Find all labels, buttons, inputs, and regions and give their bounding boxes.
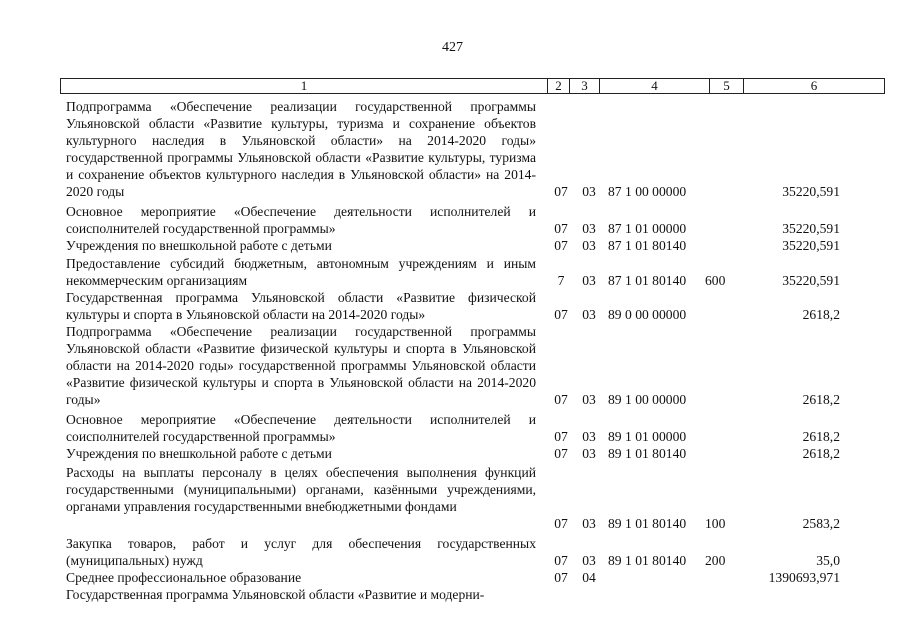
row-name: Основное мероприятие «Обеспечение деятельности исполнителей и соисполнителей государственной программы» [66,412,536,444]
row-name: Среднее профессиональное образование [66,570,302,585]
row-c2-value: 07 [554,570,568,585]
row-c6-value: 35220,591 [782,221,840,236]
row-c5-value: 200 [705,553,726,568]
column-header-4: 4 [600,79,710,94]
row-name: Основное мероприятие «Обеспечение деятельности исполнителей и соисполнителей государственной программы» [66,204,536,236]
row-c2-value: 07 [554,446,568,461]
row-c2-value: 07 [554,184,568,199]
row-c5-value: 100 [705,516,726,531]
row-name: Предоставление субсидий бюджетным, автономным учреждениям и иным некоммерческим организациям [66,256,536,288]
row-c6-value: 1390693,971 [768,570,840,585]
column-header-row [61,79,885,94]
column-header-3: 3 [570,79,600,94]
row-name: Государственная программа Ульяновской области «Развитие физической культуры и спорта в Ульяновской области на 2014-2020 годы» [66,290,536,322]
row-c2-value: 07 [554,221,568,236]
column-header-6: 6 [744,79,885,94]
row-name: Закупка товаров, работ и услуг для обеспечения государственных (муниципальных) нужд [66,536,536,568]
row-c6-value: 35220,591 [782,238,840,253]
row-c6-value: 2583,2 [802,516,840,531]
row-c4-value: 89 1 01 80140 [608,516,687,531]
row-c3-value: 03 [582,273,596,288]
row-c3-value: 03 [582,238,596,253]
row-c2-value: 07 [554,307,568,322]
row-name: Государственная программа Ульяновской области «Развитие и модерни- [66,587,485,602]
row-c2-value: 07 [554,392,568,407]
row-c6-value: 35220,591 [782,273,840,288]
row-c4-value: 87 1 01 00000 [608,221,687,236]
column-header-2: 2 [548,79,570,94]
row-c3-value: 03 [582,392,596,407]
row-c3-value: 03 [582,516,596,531]
row-c2-value: 07 [554,553,568,568]
page-number: 427 [442,40,463,55]
row-c4-value: 87 1 01 80140 [608,238,687,253]
row-c3-value: 03 [582,221,596,236]
row-c4-value: 89 1 01 00000 [608,429,687,444]
row-c6-value: 2618,2 [802,446,840,461]
row-name: Подпрограмма «Обеспечение реализации государственной программы Ульяновской области «Развитие физической культуры и спорта в Ульяновской области на 2014-2020 годы» государственной программы Ульяновской области «Развитие физической культуры и спорта в Ульяновской области на 2014-2020 годы» [66,324,536,407]
row-c2-value: 7 [557,273,565,288]
row-c2-value: 07 [554,516,568,531]
row-c6-value: 2618,2 [802,392,840,407]
column-header-1: 1 [61,79,548,94]
row-c4-value: 87 1 01 80140 [608,273,687,288]
row-c6-value: 2618,2 [802,429,840,444]
row-c3-value: 03 [582,553,596,568]
row-c3-value: 04 [582,570,596,585]
row-name: Учреждения по внешкольной работе с детьми [66,238,332,253]
row-c5-value: 600 [705,273,726,288]
row-c4-value: 87 1 00 00000 [608,184,687,199]
row-c6-value: 35,0 [816,553,840,568]
row-c4-value: 89 1 00 00000 [608,392,687,407]
row-c3-value: 03 [582,446,596,461]
row-c3-value: 03 [582,429,596,444]
row-name: Подпрограмма «Обеспечение реализации государственной программы Ульяновской области «Развитие культуры, туризма и сохранение объектов культурного наследия в Ульяновской области» на 2014-2020 годы» государственной программы Ульяновской области «Развитие культуры, туризма и сохранение объектов культурного наследия в Ульяновской области» на 2014-2020 годы [66,99,536,199]
column-header-table [60,78,885,94]
column-header-5: 5 [710,79,744,94]
row-c6-value: 35220,591 [782,184,840,199]
row-c4-value: 89 0 00 00000 [608,307,687,322]
row-c4-value: 89 1 01 80140 [608,446,687,461]
row-name: Расходы на выплаты персоналу в целях обеспечения выполнения функций государственными (муниципальными) органами, казёнными учреждениями, органами управления государственными внебюджетными фондами [66,465,536,514]
row-c4-value: 89 1 01 80140 [608,553,687,568]
row-c3-value: 03 [582,307,596,322]
row-c2-value: 07 [554,429,568,444]
row-c2-value: 07 [554,238,568,253]
row-c6-value: 2618,2 [802,307,840,322]
row-c3-value: 03 [582,184,596,199]
row-name: Учреждения по внешкольной работе с детьми [66,446,332,461]
